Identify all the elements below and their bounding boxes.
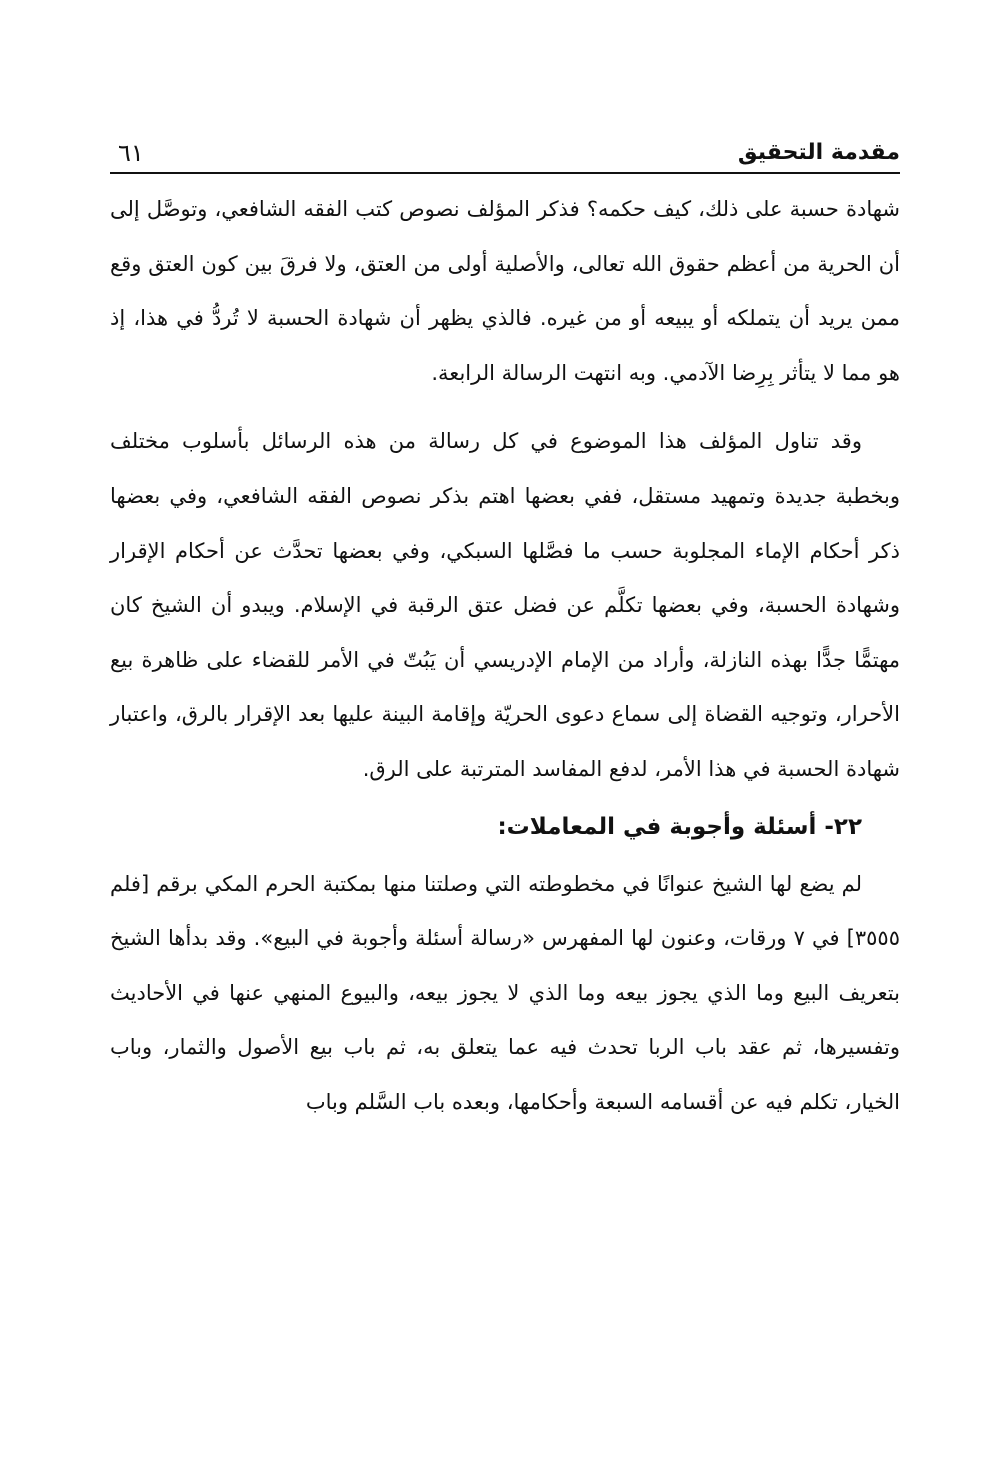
header-divider [110,172,900,174]
body-text [110,182,900,1130]
paragraph: وقد تناول المؤلف هذا الموضوع في كل رسالة من هذه الرسائل بأسلوب مختلف وبخطبة جديدة وتمهيد مستقل، ففي بعضها اهتم بذكر نصوص الفقه الشافعي، وفي بعضها ذكر أحكام الإماء المجلوبة حسب ما فصَّلها السبكي، وفي بعضها تحدَّث عن أحكام الإقرار وشهادة الحسبة، وفي بعضها تكلَّم عن فضل عتق الرقبة في الإسلام. ويبدو أن الشيخ كان مهتمًّا جدًّا بهذه النازلة، وأراد من الإمام الإدريسي أن يَبُتّ في الأمر للقضاء على ظاهرة بيع الأحرار، وتوجيه القضاة إلى سماع دعوى الحريّة وإقامة البينة عليها بعد الإقرار بالرق، واعتبار شهادة الحسبة في هذا الأمر، لدفع المفاسد المترتبة على الرق. [110,429,900,781]
page-number: ٦١ [118,139,144,167]
running-header-title: مقدمة التحقيق [737,140,900,165]
book-page [110,128,900,1130]
running-header [110,128,900,168]
paragraph-continued: شهادة حسبة على ذلك، كيف حكمه؟ فذكر المؤلف نصوص كتب الفقه الشافعي، وتوصَّل إلى أن الحرية من أعظم حقوق الله تعالى، والأصلية أولى من العتق، ولا فرقَ بين كون العتق وقع ممن يريد أن يتملكه أو يبيعه أو من غيره. فالذي يظهر أن شهادة الحسبة لا تُردُّ في هذا، إذ هو مما لا يتأثر بِرِضا الآدمي. وبه انتهت الرسالة الرابعة. [110,197,900,385]
section-heading: ٢٢- أسئلة وأجوبة في المعاملات: [497,813,862,840]
section-paragraph: لم يضع لها الشيخ عنوانًا في مخطوطته التي وصلتنا منها بمكتبة الحرم المكي برقم [فلم ٣٥٥٥] في ٧ ورقات، وعنون لها المفهرس «رسالة أسئلة وأجوبة في البيع». وقد بدأها الشيخ بتعريف البيع وما الذي يجوز بيعه وما الذي لا يجوز بيعه، والبيوع المنهي عنها في الأحاديث وتفسيرها، ثم عقد باب الربا تحدث فيه عما يتعلق به، ثم باب بيع الأصول والثمار، وباب الخيار، تكلم فيه عن أقسامه السبعة وأحكامها، وبعده باب السَّلم وباب [110,871,900,1114]
